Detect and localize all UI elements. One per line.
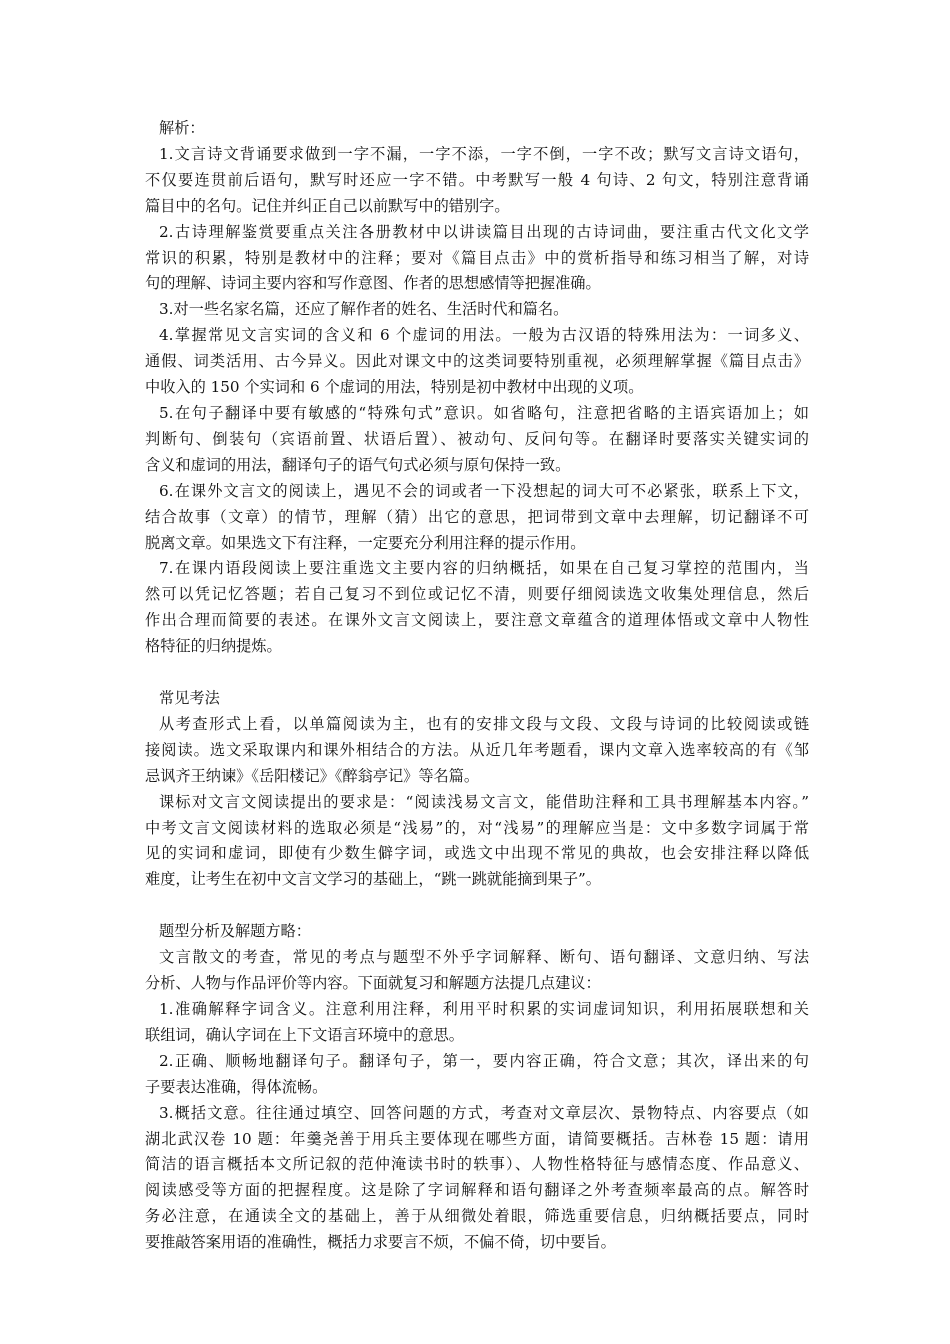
paragraph-line: 1.文言诗文背诵要求做到一字不漏，一字不添，一字不倒，一字不改；默写文言诗文语句， bbox=[159, 144, 809, 163]
paragraph-line: 联组词，确认字词在上下文语言环境中的意思。 bbox=[145, 1025, 464, 1044]
paragraph-line: 分析、人物与作品评价等内容。下面就复习和解题方法提几点建议： bbox=[145, 974, 601, 993]
paragraph-line: 格特征的归纳提炼。 bbox=[145, 637, 282, 656]
paragraph-line: 接阅读。选文采取课内和课外相结合的方法。从近几年考题看，课内文章入选率较高的有《邹 bbox=[145, 740, 809, 759]
paragraph-line: 忌讽齐王纳谏》《岳阳楼记》《醉翁亭记》等名篇。 bbox=[145, 766, 480, 785]
paragraph-line: 2.古诗理解鉴赏要重点关注各册教材中以讲读篇目出现的古诗词曲，要注重古代文化文学 bbox=[159, 222, 809, 241]
paragraph bbox=[145, 297, 809, 323]
paragraph-line: 中考文言文阅读材料的选取必须是“浅易”的，对“浅易”的理解应当是：文中多数字词属于常 bbox=[145, 818, 809, 837]
section-gap bbox=[145, 660, 809, 686]
paragraph-line: 结合故事（文章）的情节，理解（猜）出它的意思，把词带到文章中去理解，切记翻译不可 bbox=[145, 507, 809, 526]
paragraph-line: 篇目中的名句。记住并纠正自己以前默写中的错别字。 bbox=[145, 196, 510, 215]
paragraph-line: 通假、词类活用、古今异义。因此对课文中的这类词要特别重视，必须理解掌握《篇目点击》 bbox=[145, 352, 809, 371]
paragraph-line: 作出合理而简要的表述。在课外文言文阅读上，要注意文章蕴含的道理体悟或文章中人物性 bbox=[145, 611, 809, 630]
paragraph-line: 子要表达准确，得体流畅。 bbox=[145, 1077, 328, 1096]
paragraph bbox=[145, 401, 809, 479]
paragraph-line: 5.在句子翻译中要有敏感的“特殊句式”意识。如省略句，注意把省略的主语宾语加上；如 bbox=[159, 403, 809, 422]
paragraph-line: 2.正确、顺畅地翻译句子。翻译句子，第一，要内容正确，符合文意；其次，译出来的句 bbox=[159, 1051, 809, 1070]
paragraph-line: 见的实词和虚词，即使有少数生僻字词，或选文中出现不常见的典故，也会安排注释以降低 bbox=[145, 844, 809, 863]
paragraph-line: 阅读感受等方面的把握程度。这是除了字词解释和语句翻译之外考查频率最高的点。解答时 bbox=[145, 1181, 809, 1200]
section-heading: 题型分析及解题方略： bbox=[159, 922, 311, 941]
paragraph-line: 湖北武汉卷 10 题：年羹尧善于用兵主要体现在哪些方面，请简要概括。吉林卷 15 题：请用 bbox=[145, 1129, 809, 1148]
section-heading: 常见考法 bbox=[159, 689, 220, 708]
paragraph-line: 中收入的 150 个实词和 6 个虚词的用法，特别是初中教材中出现的义项。 bbox=[145, 378, 644, 397]
paragraph-line: 判断句、倒装句（宾语前置、状语后置）、被动句、反问句等。在翻译时要落实关键实词的 bbox=[145, 429, 809, 448]
paragraph-line: 从考查形式上看，以单篇阅读为主，也有的安排文段与文段、文段与诗词的比较阅读或链 bbox=[159, 714, 809, 733]
paragraph-line: 7.在课内语段阅读上要注重选文主要内容的归纳概括，如果在自己复习掌控的范围内，当 bbox=[159, 559, 809, 578]
paragraph bbox=[145, 220, 809, 298]
paragraph bbox=[145, 323, 809, 401]
paragraph-line: 务必注意，在通读全文的基础上，善于从细微处着眼，筛选重要信息，归纳概括要点，同时 bbox=[145, 1207, 809, 1226]
paragraph bbox=[145, 142, 809, 220]
paragraph bbox=[145, 1049, 809, 1101]
paragraph-line: 课标对文言文阅读提出的要求是：“阅读浅易文言文，能借助注释和工具书理解基本内容。” bbox=[159, 792, 809, 811]
paragraph-line: 3.对一些名家名篇，还应了解作者的姓名、生活时代和篇名。 bbox=[159, 300, 569, 319]
paragraph-line: 3.概括文意。往往通过填空、回答问题的方式，考查对文章层次、景物特点、内容要点（如 bbox=[159, 1103, 809, 1122]
paragraph bbox=[145, 945, 809, 997]
paragraph bbox=[145, 712, 809, 790]
paragraph bbox=[145, 556, 809, 660]
paragraph-line: 要推敲答案用语的准确性，概括力求要言不烦，不偏不倚，切中要旨。 bbox=[145, 1233, 616, 1252]
paragraph-line: 句的理解、诗词主要内容和写作意图、作者的思想感情等把握准确。 bbox=[145, 274, 601, 293]
document-body bbox=[145, 116, 809, 1256]
paragraph-line: 6.在课外文言文的阅读上，遇见不会的词或者一下没想起的词大可不必紧张，联系上下文， bbox=[159, 481, 809, 500]
paragraph bbox=[145, 1101, 809, 1256]
paragraph bbox=[145, 790, 809, 894]
paragraph-line: 不仅要连贯前后语句，默写时还应一字不错。中考默写一般 4 句诗、2 句文，特别注意背诵 bbox=[145, 170, 809, 189]
paragraph-line: 含义和虚词的用法，翻译句子的语气句式必须与原句保持一致。 bbox=[145, 455, 571, 474]
section-heading: 解析： bbox=[159, 119, 205, 137]
paragraph-line: 简洁的语言概括本文所记叙的范仲淹读书时的轶事）、人物性格特征与感情态度、作品意义、 bbox=[145, 1155, 809, 1174]
paragraph bbox=[145, 479, 809, 557]
paragraph-line: 然可以凭记忆答题；若自己复习不到位或记忆不清，则要仔细阅读选文收集处理信息，然后 bbox=[145, 585, 809, 604]
paragraph-line: 难度，让考生在初中文言文学习的基础上，“跳一跳就能摘到果子”。 bbox=[145, 870, 601, 889]
paragraph-line: 脱离文章。如果选文下有注释，一定要充分利用注释的提示作用。 bbox=[145, 533, 586, 552]
paragraph-line: 4.掌握常见文言实词的含义和 6 个虚词的用法。一般为古汉语的特殊用法为：一词多义、 bbox=[159, 326, 809, 345]
paragraph-line: 文言散文的考查，常见的考点与题型不外乎字词解释、断句、语句翻译、文意归纳、写法 bbox=[159, 948, 809, 967]
paragraph bbox=[145, 997, 809, 1049]
section-gap bbox=[145, 893, 809, 919]
paragraph-line: 常识的积累，特别是教材中的注释；要对《篇目点击》中的赏析指导和练习相当了解，对诗 bbox=[145, 248, 809, 267]
paragraph-line: 1.准确解释字词含义。注意利用注释，利用平时积累的实词虚词知识，利用拓展联想和关 bbox=[159, 1000, 809, 1018]
